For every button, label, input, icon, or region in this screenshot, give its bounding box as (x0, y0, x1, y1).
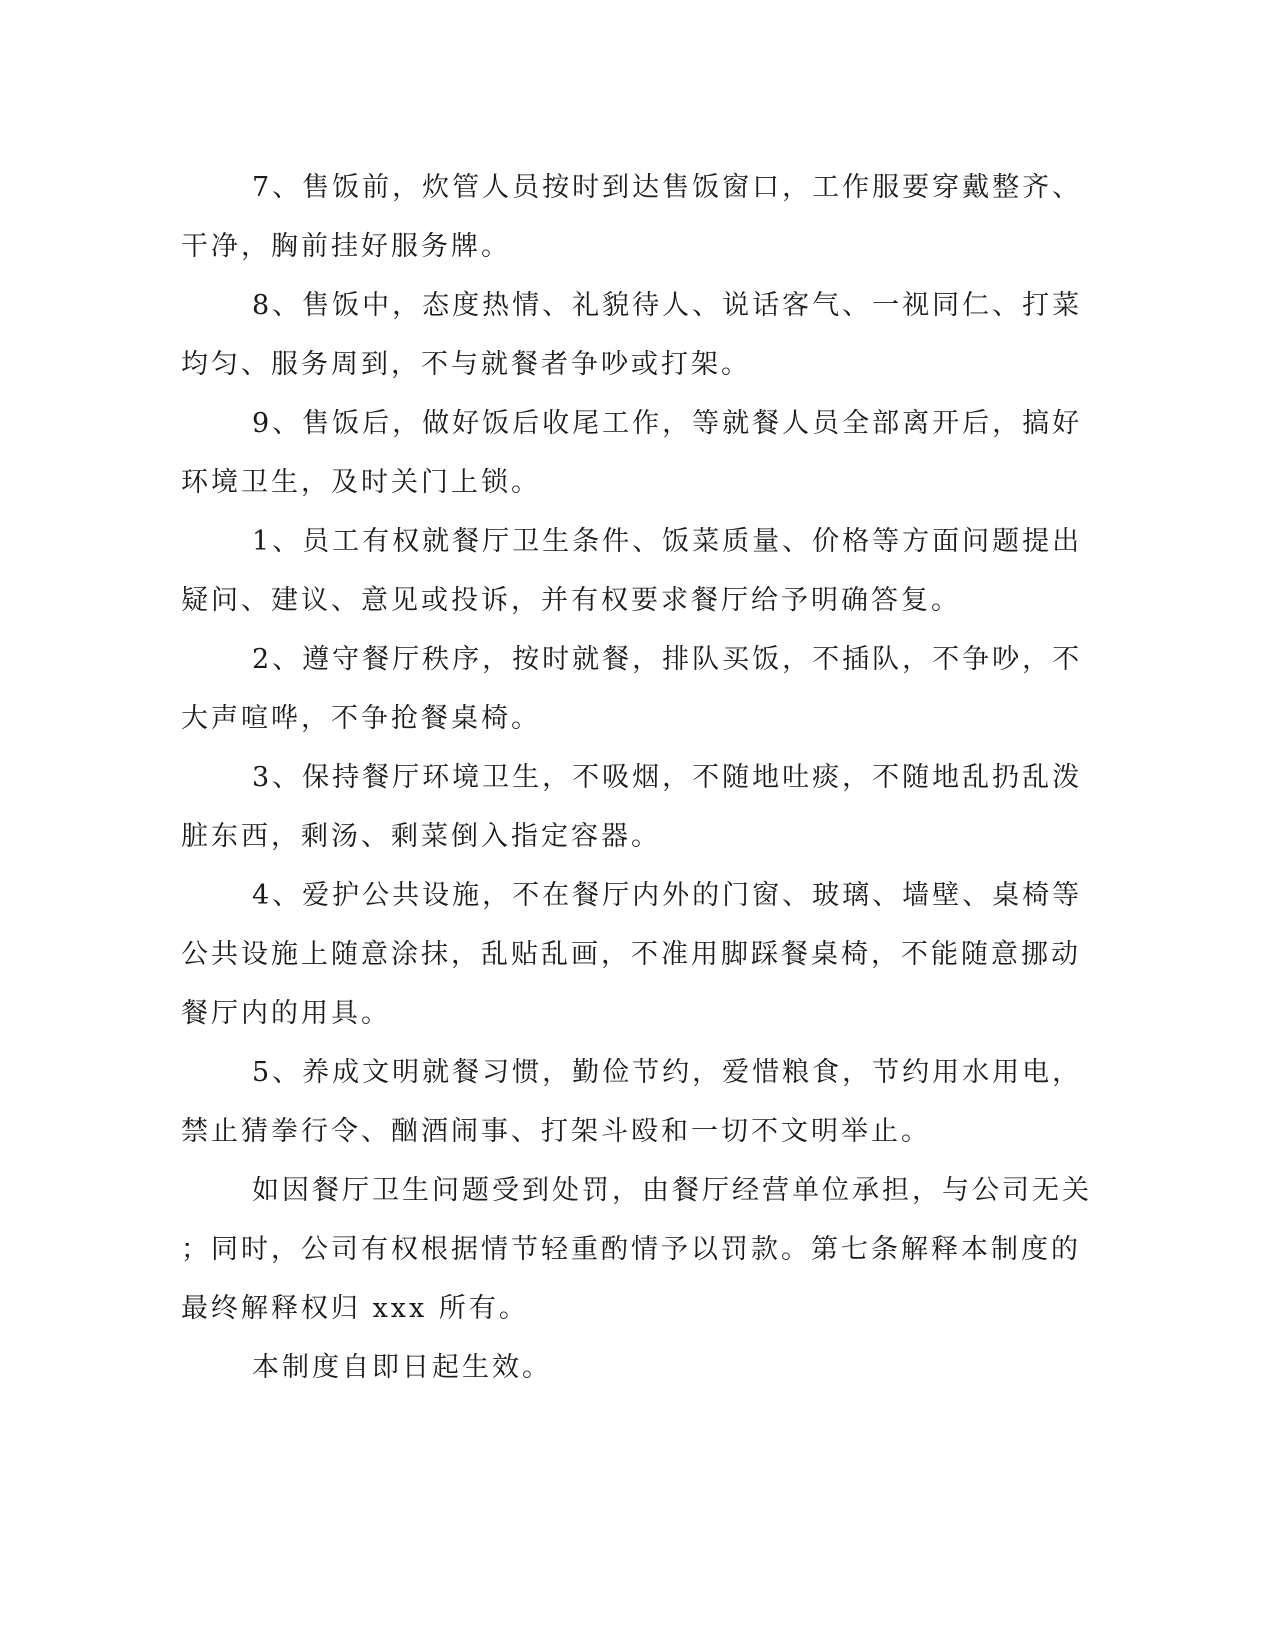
text-line: 疑问、建议、意见或投诉，并有权要求餐厅给予明确答复。 (181, 585, 961, 616)
text-line: 7、售饭前，炊管人员按时到达售饭窗口，工作服要穿戴整齐、 (252, 172, 1083, 203)
paragraph-rule-7 (181, 158, 1083, 276)
text-line: 大声喧哗，不争抢餐桌椅。 (181, 703, 541, 734)
text-line: 5、养成文明就餐习惯，勤俭节约，爱惜粮食，节约用水用电， (252, 1057, 1083, 1088)
paragraph-effective-date (181, 1338, 1031, 1397)
text-line: 均匀、服务周到，不与就餐者争吵或打架。 (181, 349, 751, 380)
text-line: 干净，胸前挂好服务牌。 (181, 231, 511, 262)
text-line: 3、保持餐厅环境卫生，不吸烟，不随地吐痰，不随地乱扔乱泼 (252, 762, 1083, 793)
paragraph-rule-8 (181, 276, 1083, 394)
text-line: 公共设施上随意涂抹，乱贴乱画，不准用脚踩餐桌椅，不能随意挪动 (181, 939, 1081, 970)
text-line: 脏东西，剩汤、剩菜倒入指定容器。 (181, 821, 661, 852)
text-line: 禁止猜拳行令、酗酒闹事、打架斗殴和一切不文明举止。 (181, 1116, 931, 1147)
text-line: ；同时，公司有权根据情节轻重酌情予以罚款。第七条解释本制度的 (181, 1234, 1081, 1265)
text-line: 4、爱护公共设施，不在餐厅内外的门窗、玻璃、墙壁、桌椅等 (252, 880, 1083, 911)
text-line: 8、售饭中，态度热情、礼貌待人、说话客气、一视同仁、打菜 (252, 290, 1083, 321)
paragraph-employee-3 (181, 748, 1083, 866)
text-line: 环境卫生，及时关门上锁。 (181, 467, 541, 498)
text-line: 如因餐厅卫生问题受到处罚，由餐厅经营单位承担，与公司无关 (252, 1175, 1092, 1206)
paragraph-penalty (181, 1161, 1092, 1338)
paragraph-employee-1 (181, 512, 1083, 630)
paragraph-rule-9 (181, 394, 1083, 512)
paragraph-employee-5 (181, 1043, 1083, 1161)
text-line: 本制度自即日起生效。 (252, 1352, 552, 1383)
paragraph-employee-2 (181, 630, 1083, 748)
paragraph-employee-4 (181, 866, 1083, 1043)
text-line: 1、员工有权就餐厅卫生条件、饭菜质量、价格等方面问题提出 (252, 526, 1083, 557)
document-body (181, 158, 1092, 1397)
text-line: 2、遵守餐厅秩序，按时就餐，排队买饭，不插队，不争吵，不 (252, 644, 1083, 675)
text-line: 餐厅内的用具。 (181, 998, 391, 1029)
text-line: 9、售饭后，做好饭后收尾工作，等就餐人员全部离开后，搞好 (252, 408, 1083, 439)
text-line: 最终解释权归 xxx 所有。 (181, 1293, 529, 1324)
